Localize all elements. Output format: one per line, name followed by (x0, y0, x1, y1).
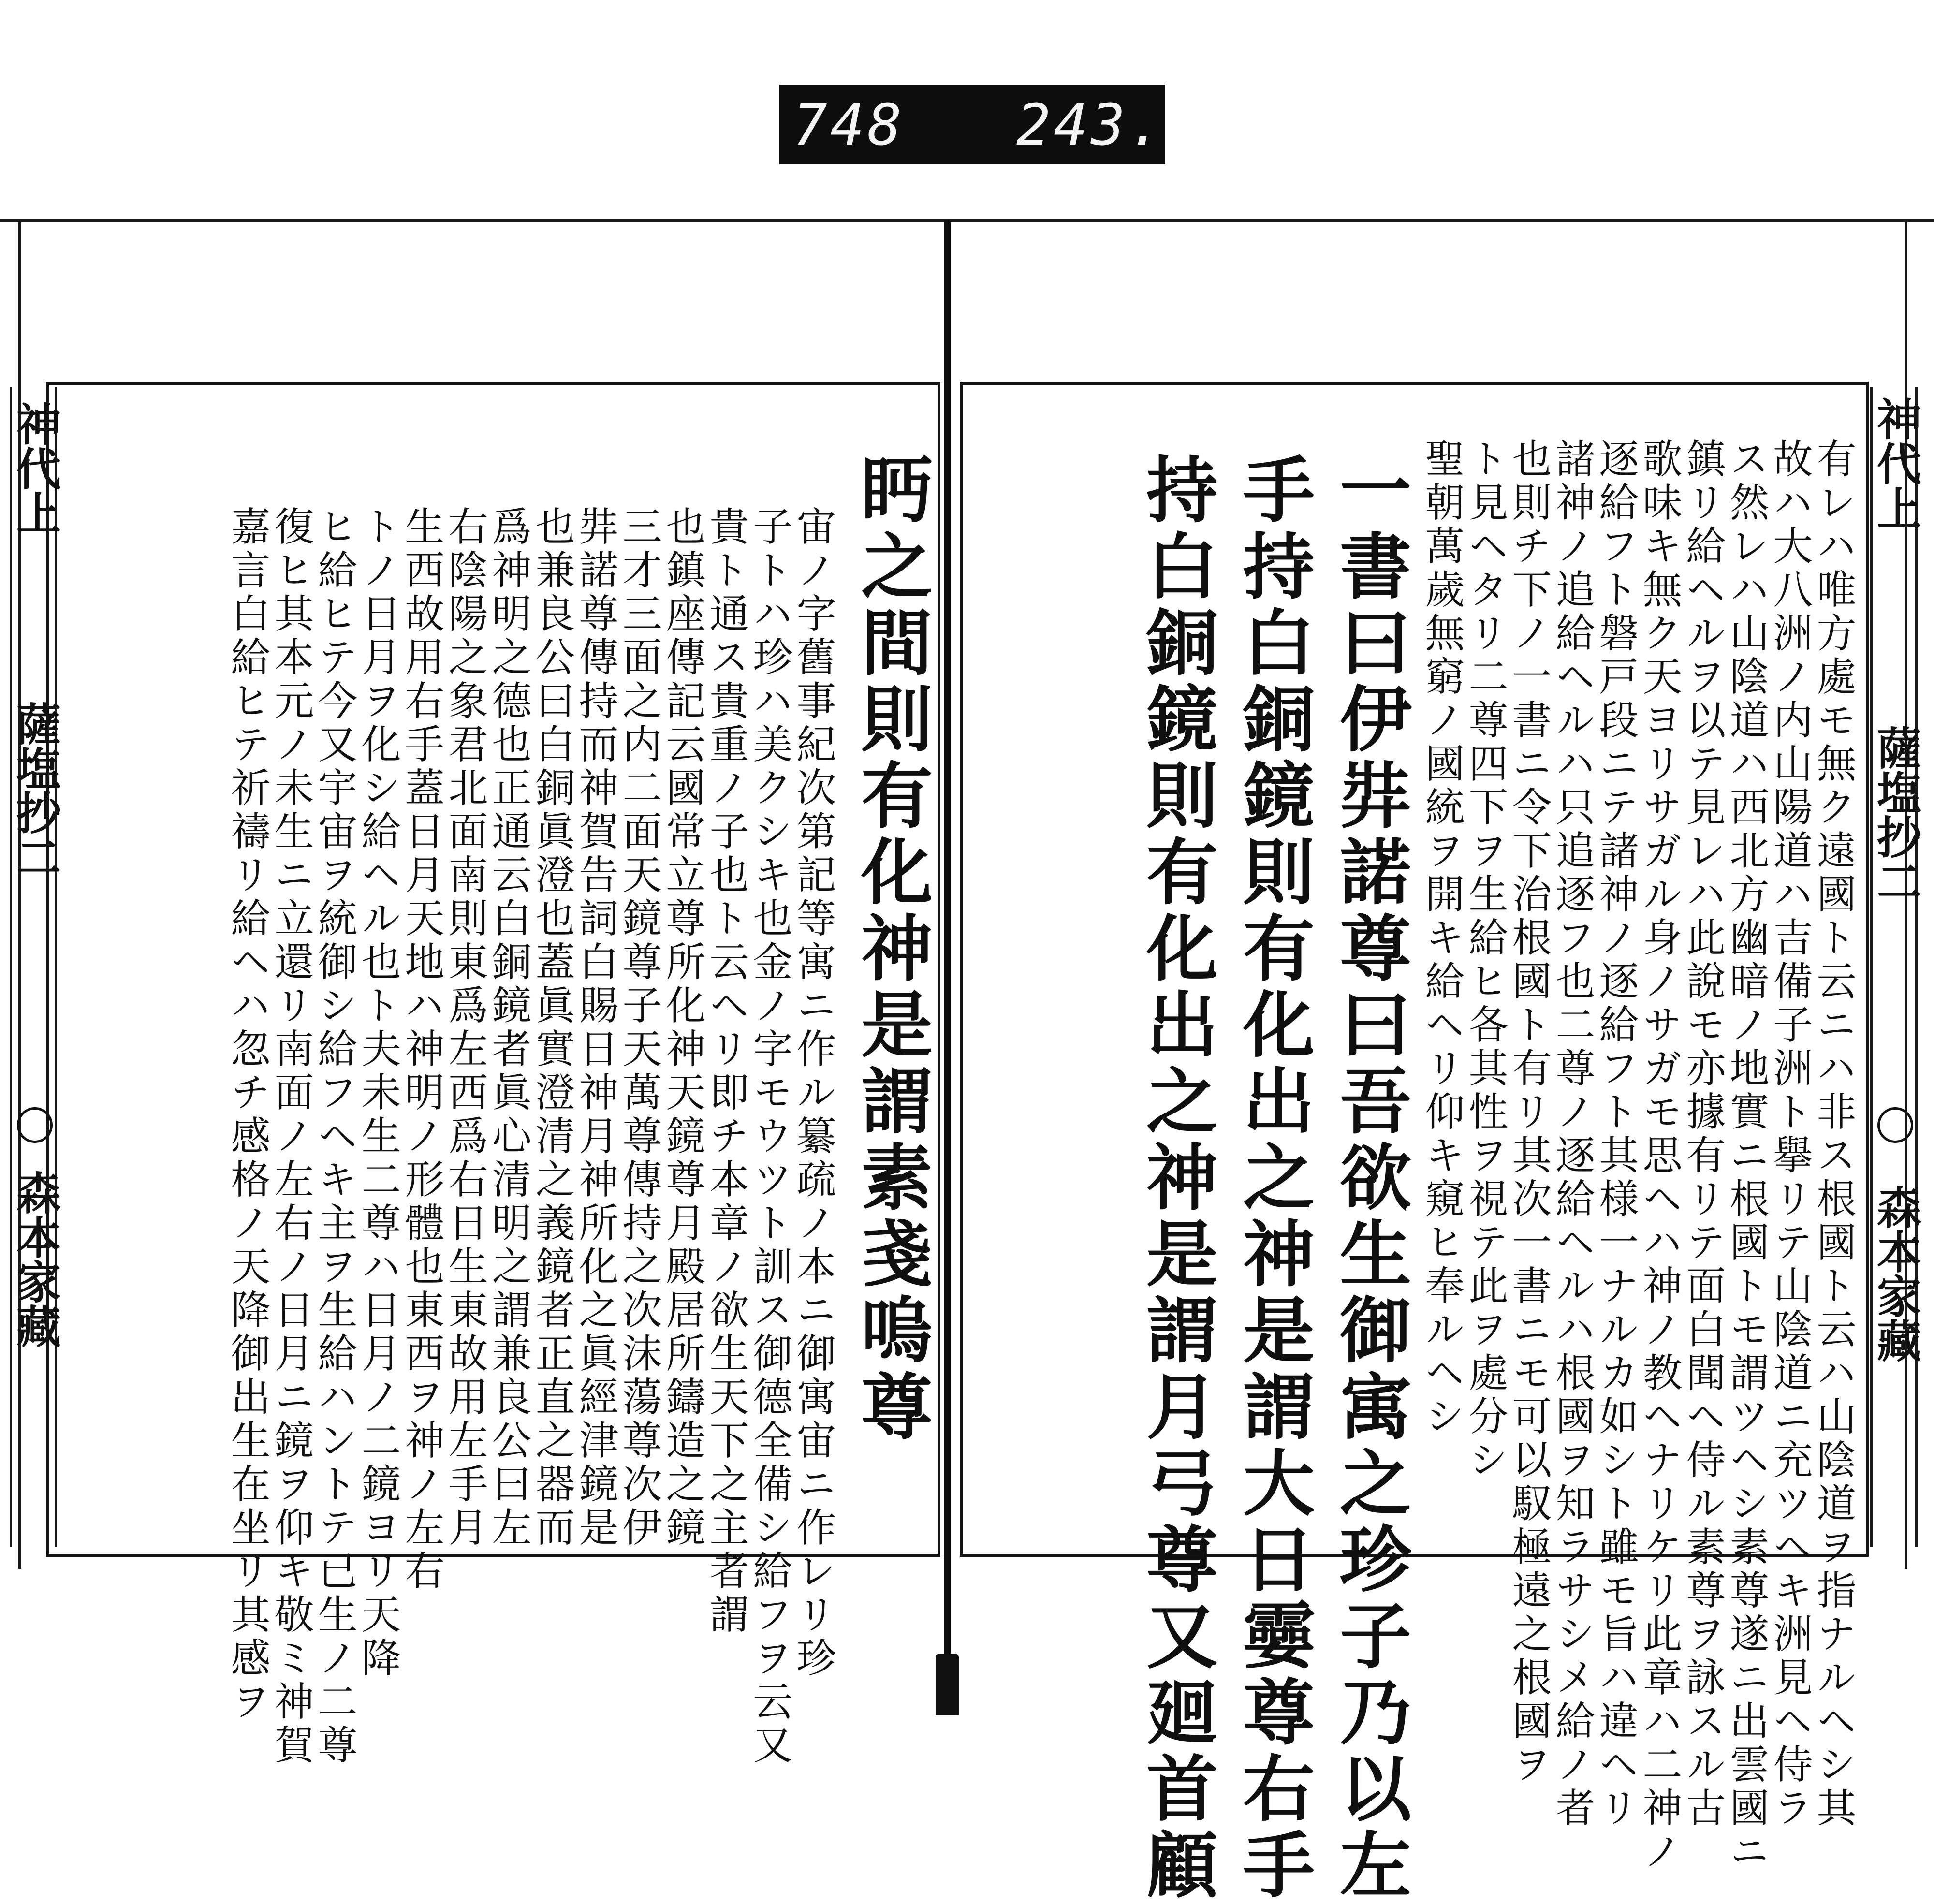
right-text-column: 有レハ唯方處モ無ク遠國ト云ニハ非ス根國ト云ハ山陰道ヲ指ナルヘシ其 (1810, 438, 1856, 1831)
right-text-column: 鎮リ給ヘルヲ以テ見レハ此說モ亦據有リテ面白聞ヘ侍ル素尊ヲ詠スル古 (1680, 438, 1726, 1831)
left-text-column: 貴ト通ス貴重ノ子也ト云ヘリ即チ本章ノ欲生天下之主者謂 (703, 506, 749, 1637)
right-text-column: 也則チ下ノ一書ニ令下治根國ト有リ其次一書ニモ可以馭極遠之根國ヲ (1506, 438, 1552, 1787)
left-text-column: 宙ノ字舊事紀次第記等寓ニ作ル纂疏ノ本ニ御寓宙ニ作レリ珍 (790, 506, 836, 1681)
right-text-column: 歌味キ無ク天ヨリサガル身ノサガモ思ヘハ神ノ教ヘナリケリ此章ハ二神ノ (1636, 438, 1682, 1874)
left-margin-owner: 森本家藏 (9, 1170, 61, 1348)
left-text-column: 爲神明之德也正通云白銅鏡者眞心清明之謂兼良公曰左 (485, 506, 531, 1550)
left-text-column: 嘉言白給ヒテ祈禱リ給ヘハ忽チ感格ノ天降御出生在坐リ其感ヲ (224, 506, 270, 1724)
right-margin-owner: 森本家藏 (1870, 1185, 1922, 1362)
left-text-column: トノ日月ヲ化シ給ヘル也ト夫未生二尊ハ日月ノ二鏡ヨリ天降 (355, 506, 401, 1681)
catalog-label-plate (779, 85, 1165, 164)
right-heading-column: 手持白銅鏡則有化出之神是謂大日孁尊右手 (1231, 453, 1316, 1904)
right-text-column: ト見ヘタリ二尊四下ヲ生給ヒ各其性ヲ視テ此ヲ處分シ (1462, 438, 1508, 1482)
gutter-binding-line (944, 220, 951, 1685)
left-text-column: 子トハ珍ハ美クシキ也金ノ字モウツト訓ス御德全備シ給フヲ云又 (747, 506, 792, 1768)
right-heading-column: 一書曰伊弉諾尊曰吾欲生御㝢之珍子乃以左 (1328, 453, 1412, 1904)
right-text-column: ス然レハ山陰道ハ西北方幽暗ノ地實ニ根國トモ謂ツヘシ素尊遂ニ出雲國ニ (1723, 438, 1769, 1874)
left-text-column: ヒ給ヒテ今又宇宙ヲ統御シ給フヘキ主ヲ生給ハントテ已生ノ二尊 (311, 506, 357, 1768)
right-margin-title: 神代上 (1870, 396, 1922, 530)
left-heading-column: 眄之間則有化神是謂素戔嗚尊 (850, 453, 934, 1446)
right-text-column: 逐給フト磐戸段ニテ諸神ノ逐給フト其様一ナルカ如シト雖モ旨ハ違ヘリ (1593, 438, 1639, 1831)
right-margin-circle-mark (1877, 1107, 1913, 1143)
right-text-column: 諸神ノ追給ヘルハ只追逐フ也二尊ノ逐給ヘルハ根國ヲ知ラサシメ給ノ者 (1549, 438, 1595, 1831)
left-text-column: 弉諾尊傳持而神賀告詞白賜日神月神所化之眞經津鏡是 (572, 506, 618, 1550)
left-page (46, 382, 940, 1768)
binding-tassel (936, 1654, 959, 1715)
left-text-column: 也兼良公曰白銅眞澄也蓋眞實澄清之義鏡者正直之器而 (529, 506, 575, 1550)
catalog-number-right: 243. (1016, 91, 1166, 158)
right-margin-volume: 薩塩抄二 (1870, 725, 1922, 903)
left-text-column: 右陰陽之象君北面南則東爲左西爲右日生東故用左手月 (442, 506, 488, 1550)
left-margin-volume: 薩塩抄二 (9, 701, 61, 879)
right-text-column: 故ハ大八洲ノ内山陽道ハ吉備子洲ト擧リテ山陰道ニ充ツヘキ洲見ヘ侍ラ (1767, 438, 1813, 1831)
left-text-column: 復ヒ其本元ノ未生ニ立還リ南面ノ左右ノ日月ニ鏡ヲ仰キ敬ミ神賀 (268, 506, 314, 1768)
left-text-column: 也鎮座傳記云國常立尊所化神天鏡尊月殿居所鑄造之鏡 (659, 506, 705, 1550)
catalog-number-left: 748 (793, 91, 905, 158)
book-top-edge (0, 219, 1934, 222)
left-text-column: 生西故用右手蓋日月天地ハ神明ノ形體也東西ヲ神ノ左右 (398, 506, 444, 1594)
right-margin-strip (1870, 387, 1922, 1547)
right-heading-column: 持白銅鏡則有化出之神是謂月弓尊又廻首顧 (1135, 453, 1219, 1904)
right-page (960, 382, 1869, 1904)
right-text-column: 聖朝萬歲無窮ノ國統ヲ開キ給ヘリ仰キ窺ヒ奉ルヘシ (1419, 438, 1465, 1439)
left-margin-title: 神代上 (9, 401, 61, 535)
left-text-column: 三才三面之内二面天鏡尊子天萬尊傳持之次沫蕩尊次伊 (616, 506, 662, 1550)
